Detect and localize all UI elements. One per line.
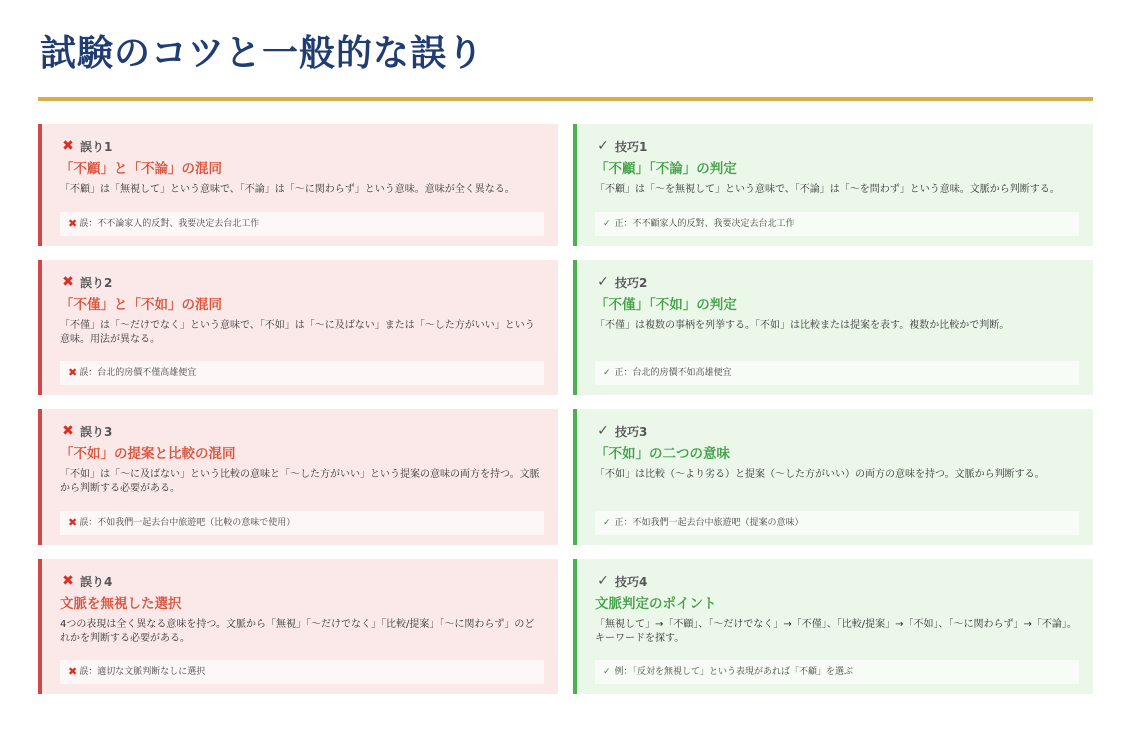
check-mark-icon: ✓: [603, 219, 611, 229]
card-description: 「不如」は比較（〜より劣る）と提案（〜した方がいい）の両方の意味を持つ。文脈から判断する。: [595, 469, 1045, 480]
card-title: 「不顧」と「不論」の混同: [60, 161, 222, 177]
tip-card-2: [573, 260, 1093, 395]
card-title: 「不顧」「不論」の判定: [595, 161, 737, 177]
check-mark-icon: ✓: [597, 573, 609, 589]
cross-mark-icon: ✖: [62, 138, 74, 154]
card-header: [60, 138, 544, 154]
card-label: 誤り4: [80, 574, 113, 589]
card-header: [595, 274, 1079, 290]
check-mark-icon: ✓: [597, 274, 609, 290]
card-description: 「不如」は「〜に及ばない」という比較の意味と「〜した方がいい」という提案の意味の両方を持つ。文脈から判断する必要がある。: [60, 469, 540, 494]
example-text: 正：不不顧家人的反對、我要决定去台北工作: [614, 219, 795, 229]
card-title: 文脈判定のポイント: [595, 596, 717, 612]
title-divider: [38, 97, 1093, 101]
card-header: [60, 274, 544, 290]
check-mark-icon: ✓: [597, 138, 609, 154]
tips-grid: [38, 124, 1093, 694]
card-label: 技巧2: [615, 275, 648, 290]
card-description: 「不僅」は複数の事柄を列挙する。「不如」は比較または提案を表す。複数か比較かで判断。: [595, 320, 1010, 331]
cross-mark-icon: ✖: [62, 423, 74, 439]
tip-card-3: [573, 409, 1093, 545]
example-box: [60, 212, 544, 236]
example-text: 誤：適切な文脈判断なしに選択: [79, 667, 206, 677]
error-card-3: [38, 409, 558, 545]
error-card-4: [38, 559, 558, 694]
card-description: 「不顧」は「〜を無視して」という意味で、「不論」は「〜を問わず」という意味。文脈から判断する。: [595, 184, 1060, 195]
check-mark-icon: ✓: [603, 667, 611, 677]
example-box: [595, 361, 1079, 385]
card-title: 文脈を無視した選択: [60, 596, 182, 612]
card-header: [595, 138, 1079, 154]
cross-mark-icon: ✖: [68, 366, 78, 379]
example-text: 誤：台北的房價不僅高雄便宜: [79, 368, 197, 378]
example-box: [60, 511, 544, 535]
tip-card-1: [573, 124, 1093, 246]
example-box: [595, 212, 1079, 236]
card-label: 誤り1: [80, 139, 113, 154]
card-label: 技巧4: [615, 574, 648, 589]
check-mark-icon: ✓: [597, 423, 609, 439]
card-title: 「不如」の二つの意味: [595, 446, 730, 462]
example-box: [60, 660, 544, 684]
example-text: 誤：不如我們一起去台中旅遊吧（比較の意味で使用）: [79, 518, 296, 528]
card-header: [595, 423, 1079, 439]
example-box: [60, 361, 544, 385]
page-title: 試験のコツと一般的な誤り: [40, 33, 485, 74]
card-label: 技巧3: [615, 424, 648, 439]
example-text: 正：台北的房價不如高雄便宜: [614, 368, 732, 378]
example-text: 正：不如我們一起去台中旅遊吧（提案の意味）: [614, 518, 804, 528]
check-mark-icon: ✓: [603, 518, 611, 528]
card-title: 「不僅」と「不如」の混同: [60, 297, 222, 313]
example-text: 例：「反対を無視して」という表現があれば「不顧」を選ぶ: [614, 667, 854, 677]
card-description: 「無視して」→「不顧」、「〜だけでなく」→「不僅」、「比較/提案」→「不如」、「〜に関わらず」→「不論」。キーワードを探す。: [595, 619, 1077, 644]
card-header: [60, 573, 544, 589]
check-mark-icon: ✓: [603, 368, 611, 378]
card-title: 「不僅」「不如」の判定: [595, 297, 737, 313]
cross-mark-icon: ✖: [68, 217, 78, 230]
cross-mark-icon: ✖: [68, 516, 78, 529]
card-label: 誤り2: [80, 275, 113, 290]
example-box: [595, 511, 1079, 535]
card-description: 4つの表現は全く異なる意味を持つ。文脈から「無視」「〜だけでなく」「比較/提案」「〜に関わらず」のどれかを判断する必要がある。: [60, 619, 535, 644]
tip-card-4: [573, 559, 1093, 694]
card-header: [60, 423, 544, 439]
cross-mark-icon: ✖: [68, 665, 78, 678]
card-title: 「不如」の提案と比較の混同: [60, 446, 236, 462]
error-card-1: [38, 124, 558, 246]
card-description: 「不顧」は「無視して」という意味で、「不論」は「〜に関わらず」という意味。意味が全く異なる。: [60, 184, 515, 195]
cross-mark-icon: ✖: [62, 274, 74, 290]
cross-mark-icon: ✖: [62, 573, 74, 589]
example-box: [595, 660, 1079, 684]
card-label: 誤り3: [80, 424, 113, 439]
card-description: 「不僅」は「〜だけでなく」という意味で、「不如」は「〜に及ばない」または「〜した方がいい」という意味。用法が異なる。: [60, 320, 535, 345]
card-header: [595, 573, 1079, 589]
example-text: 誤：不不論家人的反對、我要决定去台北工作: [79, 219, 260, 229]
card-label: 技巧1: [615, 139, 648, 154]
error-card-2: [38, 260, 558, 395]
